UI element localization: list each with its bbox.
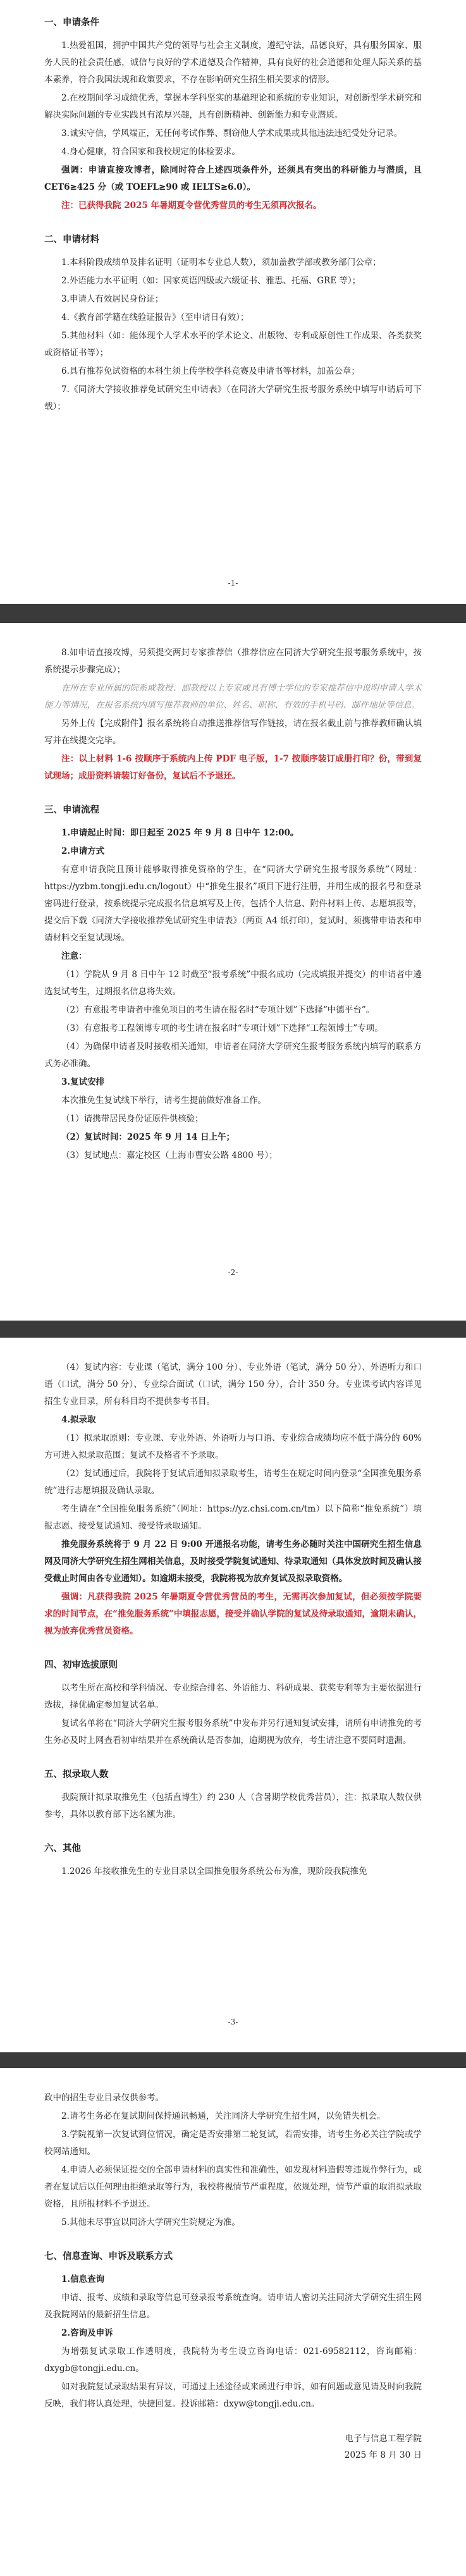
section-heading: 六、其他 bbox=[44, 1844, 81, 1854]
list-item: 6.具有推荐免试资格的本科生须上传学校学科竞赛及申请书等材料，加盖公章； bbox=[61, 366, 360, 376]
page-number: -2- bbox=[228, 1268, 238, 1277]
list-item: （2）有意报考申请者中推免项目的考生请在报名时“专项计划”下选择“中德平台”。 bbox=[61, 1005, 375, 1015]
note-label: 注意： bbox=[61, 951, 87, 961]
paragraph: 本次推免生复试线下举行，请考生提前做好准备工作。 bbox=[61, 1095, 266, 1106]
paragraph: 以考生所在高校和学科情况、专业综合排名、外语能力、科研成果、获奖专利等为主要依据进行选拔，择优确定参加复试名单。 bbox=[44, 1683, 422, 1710]
paragraph: 申请、报考、成绩和录取等信息可登录报考系统查询。请申请人密切关注同济大学研究生招生网及我院网站的最新招生信息。 bbox=[44, 2293, 422, 2320]
list-item: 4.申请人必须保证提交的全部申请材料的真实性和准确性，如发现材料造假等违规作弊行为，或者在复试后以任何理由拒绝录取等行为，我校将视情节严重程度，依规处理，情节严重的取消拟录取资格，且所报材料不予退还。 bbox=[44, 2165, 422, 2209]
document-page-1 bbox=[0, 0, 466, 604]
page-number: -1- bbox=[228, 579, 238, 588]
list-item: 5.其他未尽事宜以同济大学研究生院规定为准。 bbox=[61, 2217, 240, 2228]
red-notice: 注：以上材料 1-6 按顺序于系统内上传 PDF 电子版，1-7 按顺序装订成册打印？份，带到复试现场；成册资料请装订好备份，复试后不予退还。 bbox=[44, 754, 422, 781]
list-item: （2）复试通过后，我院将于复试后通知拟录取考生，请考生在规定时间内登录“全国推免服务系统”进行志愿填报及确认录取。 bbox=[44, 1469, 422, 1496]
paragraph: 我院预计拟录取推免生（包括直博生）约 230 人（含暑期学校优秀营员），注：拟录取人数仅供参考，具体以教育部下达名额为准。 bbox=[44, 1792, 422, 1820]
paragraph: 为增强复试录取工作透明度，我院特为考生设立咨询电话：021-69582112，咨询邮箱：dxygb@tongji.edu.cn。 bbox=[44, 2346, 422, 2374]
page-number: -3- bbox=[228, 2018, 238, 2026]
section-heading: 四、初审选拔原则 bbox=[44, 1660, 118, 1670]
list-item: （3）复试地点：嘉定校区（上海市曹安公路 4800 号）； bbox=[61, 1150, 278, 1161]
list-item: 8.如申请直接攻博，另须提交两封专家推荐信（推荐信应在同济大学研究生报考服务系统中，按系统提示步骤完成）； bbox=[44, 648, 422, 675]
list-item: 3.申请人有效居民身份证； bbox=[61, 294, 164, 304]
gray-note: 在所在专业所属的院系或教授、副教授以上专家或具有博士学位的专家推荐信中说明申请人学术能力等情况，在报名系统内填写推荐教师的单位、姓名、职称、有效的手机号码、邮件地址等信息。 bbox=[44, 683, 422, 710]
list-item: （1）拟录取原则：专业课、专业外语、外语听力与口语、专业综合成绩均应不低于满分的 60% 方可进入拟录取范围；复试不及格者不予录取。 bbox=[44, 1433, 422, 1460]
section-heading: 五、拟录取人数 bbox=[44, 1770, 109, 1780]
step-heading: 4.拟录取 bbox=[61, 1415, 96, 1425]
list-item: 2.外语能力水平证明（如：国家英语四级或六级证书、雅思、托福、GRE 等）； bbox=[61, 276, 361, 286]
paragraph: 另外上传【完成附件】报名系统将自动推送推荐信写作链接，请在报名截止前与推荐教师确认填写并在线提交完毕。 bbox=[44, 718, 422, 746]
paragraph: 考生请在“全国推免服务系统”（网址：https://yz.chsi.com.cn/tm）以下简称“推免系统”）填报志愿、接受复试通知、接受待录取通知。 bbox=[44, 1504, 422, 1531]
paragraph: 有意申请我院且预计能够取得推免资格的学生，在“同济大学研究生报考服务系统”（网址：https://yzbm.tongji.edu.cn/logout）中“推免生报名”项目下进行注册，并用生成的报名号和登录密码进行登录，按系统提示完成报名信息填写及上传，包括个人信息、附件材料上传、志愿填报等，提交后下载《同济大学接收推荐免试研究生申请表》（两页 A4 纸打印），复试时，须携带申请表和申请材料交至复试现场。 bbox=[44, 865, 422, 943]
section-heading: 一、申请条件 bbox=[44, 18, 99, 28]
red-notice: 强调：凡获得我院 2025 年暑期夏令营优秀营员的考生，无需再次参加复试，但必须按学院要求的时间节点，在“推免服务系统”中填报志愿，接受并确认学院的复试及待录取通知，逾期未确认，视为放弃优秀营员资格。 bbox=[44, 1592, 422, 1636]
list-item: （2）复试时间：2025 年 9 月 14 日上午； bbox=[61, 1132, 235, 1142]
step-heading: 1.信息查询 bbox=[61, 2274, 105, 2284]
section-heading: 二、申请材料 bbox=[44, 235, 99, 245]
emphasis-paragraph: 推免服务系统将于 9 月 22 日 9:00 开通报名功能，请考生务必随时关注中国研究生招生信息网及同济大学研究生招生网相关信息，及时接受学院复试通知、待录取通知（具体发放时间及确认接受截止时间由各专业通知）。如逾期未接受，我院将视为放弃复试及拟录取资格。 bbox=[44, 1539, 422, 1584]
signature-org: 电子与信息工程学院 bbox=[345, 2434, 422, 2444]
paragraph: （4）复试内容：专业课（笔试，满分 100 分）、专业外语（笔试，满分 50 分）、外语听力和口语（口试，满分 50 分）、专业综合面试（口试，满分 150 分），合计 350 分。专业课考试内容详见招生专业目录，所有科目均不提供参考书目。 bbox=[44, 1362, 422, 1407]
paragraph: 政中的招生专业目录仅供参考。 bbox=[44, 2093, 164, 2103]
step-heading: 2.咨询及申诉 bbox=[61, 2328, 113, 2338]
list-item: 3.学院视第一次复试到位情况，确定是否安排第二轮复试，若需安排，请考生务必关注学院或学校网站通知。 bbox=[44, 2129, 422, 2157]
paragraph: 3.诚实守信，学风端正，无任何考试作弊、剽窃他人学术成果或其他违法违纪受处分记录。 bbox=[61, 128, 403, 139]
section-heading: 七、信息查询、申诉及联系方式 bbox=[44, 2252, 173, 2262]
paragraph: 2.在校期间学习成绩优秀，掌握本学科坚实的基础理论和系统的专业知识，对创新型学术研究和解决实际问题的专业实践具有浓厚兴趣，具有创新精神、创新能力和专业潜质。 bbox=[44, 93, 422, 120]
paragraph: 4.身心健康，符合国家和我校规定的体检要求。 bbox=[61, 147, 240, 157]
red-notice: 注：已获得我院 2025 年暑期夏令营优秀营员的考生无须再次报名。 bbox=[61, 200, 322, 211]
paragraph: 如对我院复试录取结果有异议，可通过上述途径或来函进行申诉，如有问题或意见请及时向我院反映，我们将认真处理，快捷回复。投诉邮箱：dxyw@tongji.edu.cn。 bbox=[44, 2382, 422, 2409]
paragraph: 1.2026 年接收推免生的专业目录以全国推免服务系统公布为准，现阶段我院推免 bbox=[61, 1866, 367, 1877]
list-item: 7.《同济大学接收推荐免试研究生申请表》（在同济大学研究生报考服务系统中填写申请后可下载）； bbox=[44, 385, 422, 412]
emphasis-paragraph: 强调：申请直接攻博者，除同时符合上述四项条件外，还须具有突出的科研能力与潜质，且 CET6≥425 分（或 TOEFL≥90 或 IELTS≥6.0）。 bbox=[44, 165, 422, 192]
paragraph: 1.热爱祖国，拥护中国共产党的领导与社会主义制度，遵纪守法，品德良好，具有服务国家、服务人民的社会责任感，诚信与良好的学术道德及合作精神，具有良好的社会道德和处理人际关系的基本素养，符合我国法规和政策要求，不存在影响研究生招生相关要求的情形。 bbox=[44, 40, 422, 85]
step-heading: 3.复试安排 bbox=[61, 1077, 105, 1087]
list-item: 5.其他材料（如：能体现个人学术水平的学术论文、出版物、专利或原创性工作成果、各类获奖或资格证书等）； bbox=[44, 331, 422, 358]
signature-block bbox=[44, 2431, 422, 2463]
section-heading: 三、申请流程 bbox=[44, 805, 99, 815]
list-item: （1）请携带居民身份证原件供核验； bbox=[61, 1114, 204, 1124]
list-item: （4）为确保申请者及时接收相关通知，申请者在同济大学研究生报考服务系统内填写的联系方式务必准确。 bbox=[44, 1042, 422, 1069]
list-item: 2.请考生务必在复试期间保持通讯畅通，关注同济大学研究生招生网，以免错失机会。 bbox=[61, 2111, 386, 2121]
list-item: （3）有意报考工程领博专项的考生请在报名时“专项计划”下选择“工程领博士”专项。 bbox=[61, 1023, 383, 1033]
paragraph: 复试名单将在“同济大学研究生报考服务系统”中发布并另行通知复试安排，请所有申请推免的考生务必及时上网查看初审结果并在系统确认是否参加，逾期视为放弃，考生请注意不要同时遗漏。 bbox=[44, 1718, 422, 1746]
document-page-2 bbox=[0, 623, 466, 1321]
document-page-3 bbox=[0, 1338, 466, 2052]
document-page-4 bbox=[0, 2068, 466, 2576]
list-item: 4.《教育部学籍在线验证报告》（至申请日有效）； bbox=[61, 312, 249, 323]
signature-date: 2025 年 8 月 30 日 bbox=[344, 2450, 422, 2460]
list-item: （1）学院从 9 月 8 日中午 12 时截至“报考系统”中报名成功（完成填报并提交）的申请者中遴选复试考生，过期报名信息将失效。 bbox=[44, 970, 422, 997]
step-heading: 1.申请起止时间：即日起至 2025 年 9 月 8 日中午 12:00。 bbox=[61, 828, 299, 838]
list-item: 1.本科阶段成绩单及排名证明（证明本专业总人数），须加盖教学部或教务部门公章； bbox=[61, 257, 381, 268]
step-heading: 2.申请方式 bbox=[61, 846, 105, 856]
